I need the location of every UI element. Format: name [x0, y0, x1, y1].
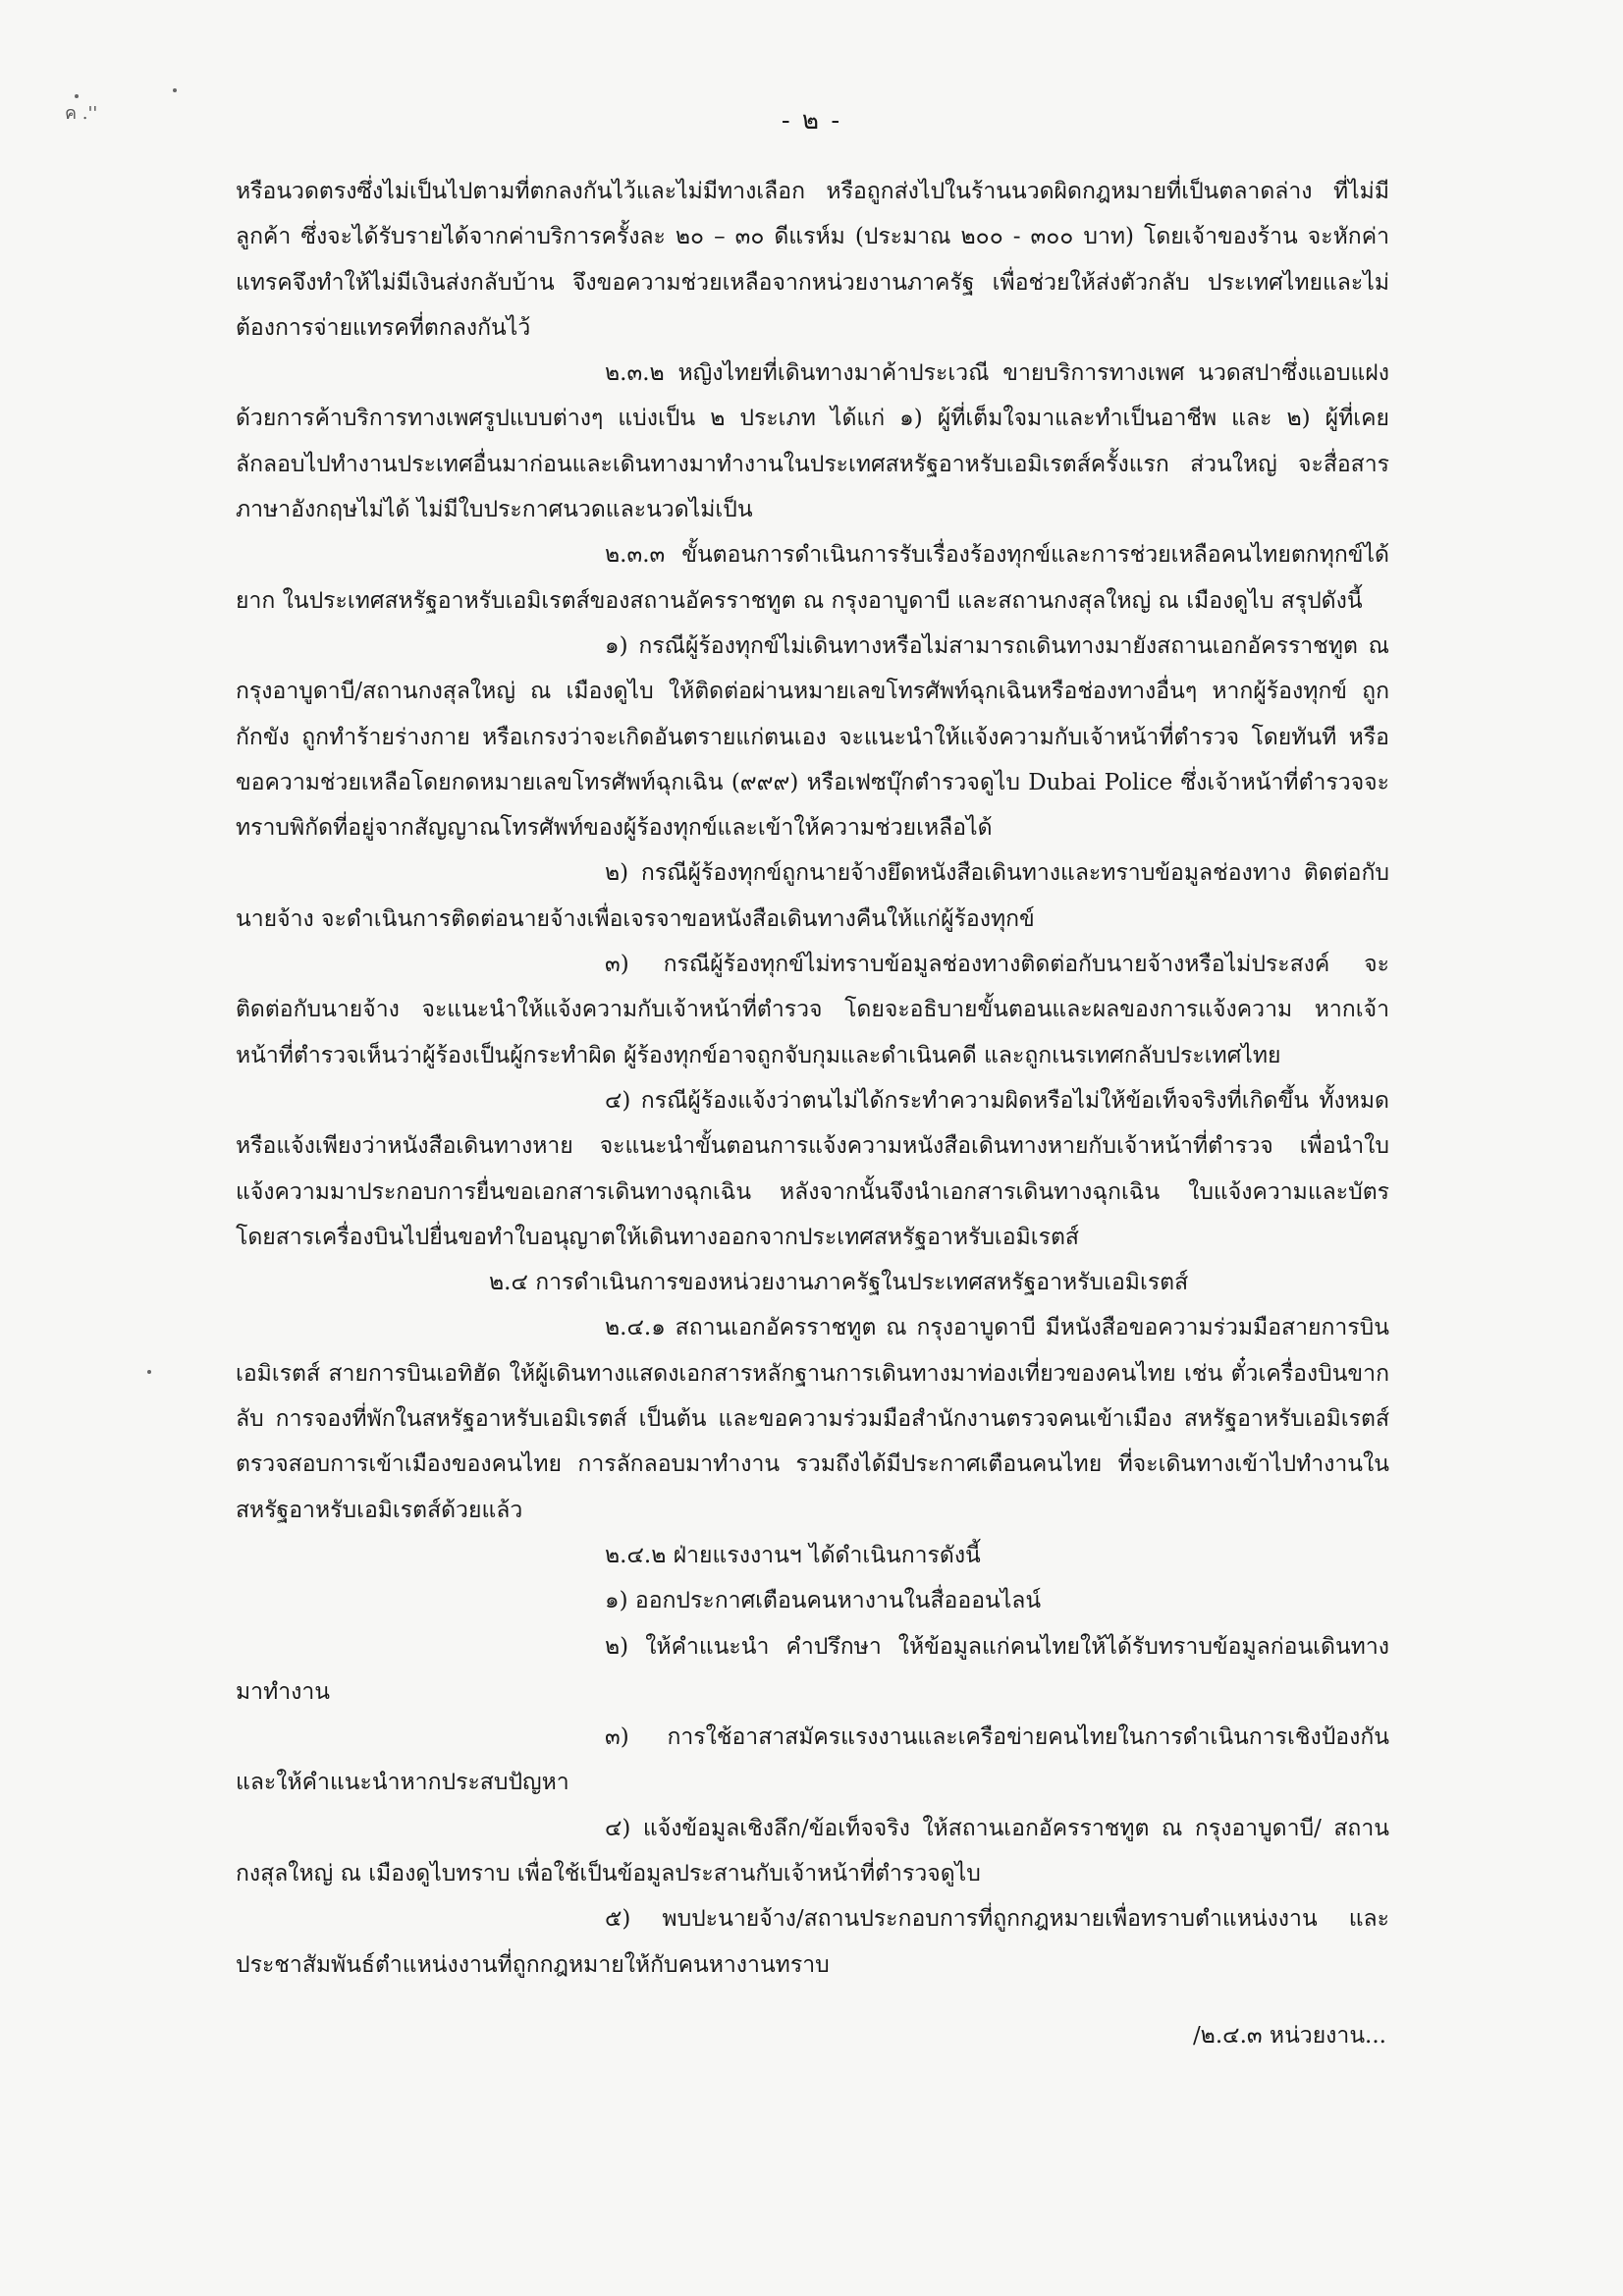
list-item: ๕) พบปะนายจ้าง/สถานประกอบการที่ถูกกฎหมายเพื่อทราบตำแหน่งงาน และประชาสัมพันธ์ตำแหน่งงานที่ถูกกฎหมายให้กับคนหางานทราบ [236, 1906, 1389, 1978]
scan-dot [173, 88, 177, 92]
paragraph-2-3-1-cont: หรือนวดตรงซึ่งไม่เป็นไปตามที่ตกลงกันไว้และไม่มีทางเลือก หรือถูกส่งไปในร้านนวดผิดกฎหมายที่เป็นตลาดล่าง ที่ไม่มีลูกค้า ซึ่งจะได้รับรายได้จากค่าบริการครั้งละ ๒๐ – ๓๐ ดีแรห์ม (ประมาณ ๒๐๐ - ๓๐๐ บาท) โดยเจ้าของร้าน จะหักค่าแทรคจึงทำให้ไม่มีเงินส่งกลับบ้าน จึงขอความช่วยเหลือจากหน่วยงานภาครัฐ เพื่อช่วยให้ส่งตัวกลับ ประเทศไทยและไม่ต้องการจ่ายแทรคที่ตกลงกันไว้ [236, 179, 1389, 341]
page-number: - ๒ - [781, 106, 842, 136]
section-heading-2-4: ๒.๔ การดำเนินการของหน่วยงานภาครัฐในประเทศสหรัฐอาหรับเอมิเรตส์ [489, 1270, 1189, 1296]
scan-dot [147, 1370, 151, 1374]
list-item: ๑) กรณีผู้ร้องทุกข์ไม่เดินทางหรือไม่สามารถเดินทางมายังสถานเอกอัครราชทูต ณ กรุงอาบูดาบี/สถานกงสุลใหญ่ ณ เมืองดูไบ ให้ติดต่อผ่านหมายเลขโทรศัพท์ฉุกเฉินหรือช่องทางอื่นๆ หากผู้ร้องทุกข์ ถูกกักขัง ถูกทำร้ายร่างกาย หรือเกรงว่าจะเกิดอันตรายแก่ตนเอง จะแนะนำให้แจ้งความกับเจ้าหน้าที่ตำรวจ โดยทันที หรือขอความช่วยเหลือโดยกดหมายเลขโทรศัพท์ฉุกเฉิน (๙๙๙) หรือเฟซบุ๊กตำรวจดูไบ Dubai Police ซึ่งเจ้าหน้าที่ตำรวจจะทราบพิกัดที่อยู่จากสัญญาณโทรศัพท์ของผู้ร้องทุกข์และเข้าให้ความช่วยเหลือได้ [236, 632, 1389, 842]
scan-dot [75, 94, 79, 98]
list-item: ๒) ให้คำแนะนำ คำปรึกษา ให้ข้อมูลแก่คนไทยให้ได้รับทราบข้อมูลก่อนเดินทาง มาทำงาน [236, 1633, 1389, 1705]
paragraph-2-3-3: ๒.๓.๓ ขั้นตอนการดำเนินการรับเรื่องร้องทุกข์และการช่วยเหลือคนไทยตกทุกข์ได้ยาก ในประเทศสหรัฐอาหรับเอมิเรตส์ของสถานอัครราชทูต ณ กรุงอาบูดาบี และสถานกงสุลใหญ่ ณ เมืองดูไบ สรุปดังนี้ [236, 542, 1389, 614]
list-item: ๒) กรณีผู้ร้องทุกข์ถูกนายจ้างยึดหนังสือเดินทางและทราบข้อมูลช่องทาง ติดต่อกับนายจ้าง จะดำเนินการติดต่อนายจ้างเพื่อเจรจาขอหนังสือเดินทางคืนให้แก่ผู้ร้องทุกข์ [236, 860, 1389, 932]
list-item: ๓) การใช้อาสาสมัครแรงงานและเครือข่ายคนไทยในการดำเนินการเชิงป้องกัน และให้คำแนะนำหากประสบปัญหา [236, 1724, 1389, 1796]
paragraph-2-4-1: ๒.๔.๑ สถานเอกอัครราชทูต ณ กรุงอาบูดาบี มีหนังสือขอความร่วมมือสายการบิน เอมิเรตส์ สายการบินเอทิฮัด ให้ผู้เดินทางแสดงเอกสารหลักฐานการเดินทางมาท่องเที่ยวของคนไทย เช่น ตั๋วเครื่องบินขากลับ การจองที่พักในสหรัฐอาหรับเอมิเรตส์ เป็นต้น และขอความร่วมมือสำนักงานตรวจคนเข้าเมือง สหรัฐอาหรับเอมิเรตส์ตรวจสอบการเข้าเมืองของคนไทย การลักลอบมาทำงาน รวมถึงได้มีประกาศเตือนคนไทย ที่จะเดินทางเข้าไปทำงานในสหรัฐอาหรับเอมิเรตส์ด้วยแล้ว [236, 1315, 1389, 1523]
paragraph-2-3-2: ๒.๓.๒ หญิงไทยที่เดินทางมาค้าประเวณี ขายบริการทางเพศ นวดสปาซึ่งแอบแฝง ด้วยการค้าบริการทางเพศรูปแบบต่างๆ แบ่งเป็น ๒ ประเภท ได้แก่ ๑) ผู้ที่เต็มใจมาและทำเป็นอาชีพ และ ๒) ผู้ที่เคย ลักลอบไปทำงานประเทศอื่นมาก่อนและเดินทางมาทำงานในประเทศสหรัฐอาหรับเอมิเรตส์ครั้งแรก ส่วนใหญ่ จะสื่อสารภาษาอังกฤษไม่ได้ ไม่มีใบประกาศนวดและนวดไม่เป็น [236, 360, 1389, 523]
list-item: ๓) กรณีผู้ร้องทุกข์ไม่ทราบข้อมูลช่องทางติดต่อกับนายจ้างหรือไม่ประสงค์ จะติดต่อกับนายจ้าง จะแนะนำให้แจ้งความกับเจ้าหน้าที่ตำรวจ โดยจะอธิบายขั้นตอนและผลของการแจ้งความ หากเจ้าหน้าที่ตำรวจเห็นว่าผู้ร้องเป็นผู้กระทำผิด ผู้ร้องทุกข์อาจถูกจับกุมและดำเนินคดี และถูกเนรเทศกลับประเทศไทย [236, 952, 1389, 1068]
next-page-reference: /๒.๔.๓ หน่วยงาน... [1192, 2023, 1386, 2049]
scan-mark: ค .'' [65, 103, 98, 124]
list-item: ๔) แจ้งข้อมูลเชิงลึก/ข้อเท็จจริง ให้สถานเอกอัครราชทูต ณ กรุงอาบูดาบี/ สถานกงสุลใหญ่ ณ เมืองดูไบทราบ เพื่อใช้เป็นข้อมูลประสานกับเจ้าหน้าที่ตำรวจดูไบ [236, 1815, 1389, 1886]
paragraph-2-4-2: ๒.๔.๒ ฝ่ายแรงงานฯ ได้ดำเนินการดังนี้ [605, 1542, 981, 1568]
list-item: ๑) ออกประกาศเตือนคนหางานในสื่อออนไลน์ [605, 1588, 1042, 1614]
list-item: ๔) กรณีผู้ร้องแจ้งว่าตนไม่ได้กระทำความผิดหรือไม่ให้ข้อเท็จจริงที่เกิดขึ้น ทั้งหมด หรือแจ้งเพียงว่าหนังสือเดินทางหาย จะแนะนำขั้นตอนการแจ้งความหนังสือเดินทางหายกับเจ้าหน้าที่ตำรวจ เพื่อนำใบแจ้งความมาประกอบการยื่นขอเอกสารเดินทางฉุกเฉิน หลังจากนั้นจึงนำเอกสารเดินทางฉุกเฉิน ใบแจ้งความและบัตรโดยสารเครื่องบินไปยื่นขอทำใบอนุญาตให้เดินทางออกจากประเทศสหรัฐอาหรับเอมิเรตส์ [236, 1087, 1389, 1250]
document-body [236, 169, 1389, 1988]
